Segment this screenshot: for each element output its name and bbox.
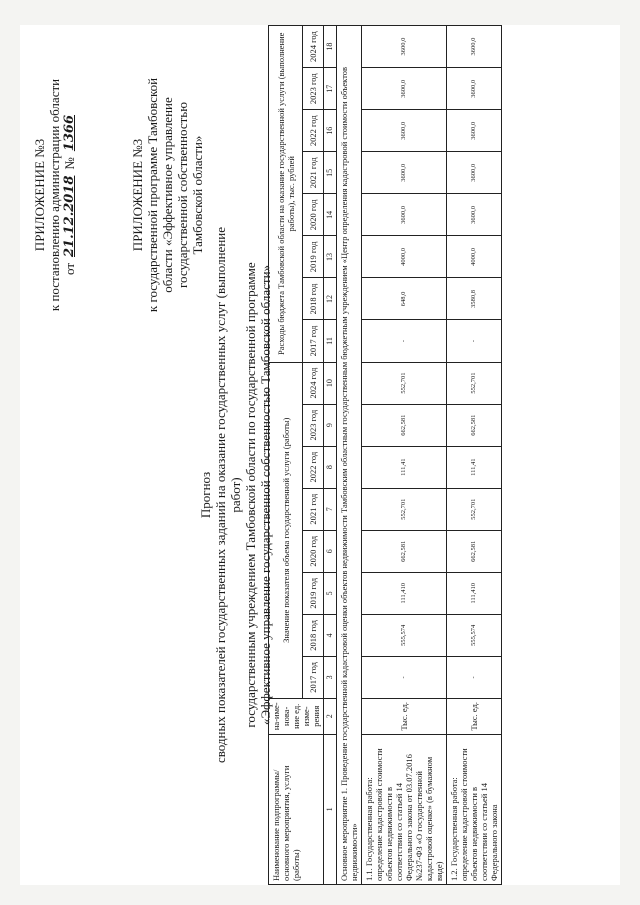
appendix-title: ПРИЛОЖЕНИЕ №3: [32, 138, 47, 252]
year-header: 2017 год: [303, 320, 324, 362]
volume-cell: 552,701: [362, 488, 447, 530]
row-unit: Тыс. ед.: [447, 698, 502, 734]
document-sheet: [20, 25, 620, 885]
volume-cell: 111,410: [447, 572, 502, 614]
expense-cell: 648,0: [362, 278, 447, 320]
year-header: 2021 год: [303, 488, 324, 530]
expense-cell: 3600,0: [447, 152, 502, 194]
expense-cell: 3600,0: [447, 110, 502, 152]
appendix2-line: Тамбовской области»: [190, 135, 205, 255]
column-number: 18: [324, 26, 337, 68]
year-header: 2023 год: [303, 404, 324, 446]
appendix2-line: государственной собственностью: [175, 102, 190, 288]
expense-cell: 3600,0: [447, 194, 502, 236]
volume-cell: 111,41: [362, 446, 447, 488]
column-number: 9: [324, 404, 337, 446]
header-unit: на-име-нова-ние ед. изме-рения: [269, 698, 324, 734]
column-number: 7: [324, 488, 337, 530]
expense-cell: 3600,0: [447, 68, 502, 110]
column-number: 3: [324, 656, 337, 698]
expense-cell: 3600,0: [362, 26, 447, 68]
expense-cell: 3600,0: [362, 110, 447, 152]
year-header: 2023 год: [303, 68, 324, 110]
volume-cell: 552,701: [447, 362, 502, 404]
year-header: 2019 год: [303, 236, 324, 278]
measure-1: Основное мероприятие 1. Проведение государственной кадастровой оценки объектов недвижимости Тамбовским областным государственным бюджетным учреждением «Центр определения кадастровой стоимости объектов недвижимости»: [337, 26, 362, 885]
column-number: 4: [324, 614, 337, 656]
column-number: 11: [324, 320, 337, 362]
table-row: [447, 26, 502, 885]
appendix2-title: ПРИЛОЖЕНИЕ №3: [130, 138, 145, 252]
handwritten-number: 1366: [62, 114, 77, 152]
header-name: Наименование подпрограммы/основного мероприятия, услуги (работы): [269, 734, 324, 884]
volume-cell: -: [447, 656, 502, 698]
forecast-table: [268, 25, 502, 885]
expense-cell: 3580,8: [447, 278, 502, 320]
year-header: 2024 год: [303, 362, 324, 404]
year-header: 2022 год: [303, 110, 324, 152]
header-expense: Расходы бюджета Тамбовской области на оказание государственной услуги (выполнение работы), тыс. рублей: [269, 26, 303, 363]
column-number: 5: [324, 572, 337, 614]
column-number: 8: [324, 446, 337, 488]
number-prefix: №: [62, 157, 77, 170]
column-numbers-row: [324, 26, 337, 885]
appendix2-line: области «Эффективное управление: [160, 97, 175, 293]
volume-cell: 662,581: [447, 530, 502, 572]
column-number: 16: [324, 110, 337, 152]
appendix-program: [130, 45, 205, 345]
title-heading: Прогноз: [198, 471, 213, 519]
expense-cell: 3600,0: [362, 152, 447, 194]
year-header: 2021 год: [303, 152, 324, 194]
column-number: 10: [324, 362, 337, 404]
column-number: 15: [324, 152, 337, 194]
title-line: сводных показателей государственных заданий на оказание государственных услуг (выполнение работ): [213, 226, 243, 764]
volume-cell: 111,41: [447, 446, 502, 488]
expense-cell: -: [447, 320, 502, 362]
title-line: государственным учреждением Тамбовской области по государственной программе: [243, 262, 258, 728]
year-header: 2019 год: [303, 572, 324, 614]
column-number: 12: [324, 278, 337, 320]
expense-cell: 4000,0: [447, 236, 502, 278]
year-header: 2018 год: [303, 278, 324, 320]
volume-cell: 555,574: [447, 614, 502, 656]
column-number: 13: [324, 236, 337, 278]
expense-cell: 4000,0: [362, 236, 447, 278]
volume-cell: 111,410: [362, 572, 447, 614]
date-prefix: от: [62, 263, 77, 276]
volume-cell: -: [362, 656, 447, 698]
column-number: 6: [324, 530, 337, 572]
expense-cell: -: [362, 320, 447, 362]
document-title: [198, 215, 273, 775]
row-name: 1.1. Государственная работа: определение кадастровой стоимости объектов недвижимости в соответствии со статьей 14 Федерального закона от 03.07.2016 №237-ФЗ «О государственной кадастровой оценке» (в бумажном виде): [362, 734, 447, 884]
volume-cell: 552,701: [447, 488, 502, 530]
expense-cell: 3600,0: [362, 68, 447, 110]
appendix2-line: к государственной программе Тамбовской: [145, 77, 160, 313]
volume-cell: 662,581: [447, 404, 502, 446]
column-number: 2: [324, 698, 337, 734]
expense-cell: 3600,0: [362, 194, 447, 236]
table-row: [362, 26, 447, 885]
year-header: 2022 год: [303, 446, 324, 488]
volume-cell: 662,581: [362, 404, 447, 446]
row-unit: Тыс. ед.: [362, 698, 447, 734]
volume-cell: 662,581: [362, 530, 447, 572]
title-line: «Эффективное управление государственной собственностью Тамбовской области»: [258, 264, 273, 726]
appendix-decree: [32, 45, 77, 345]
row-name: 1.2. Государственная работа: определение кадастровой стоимости объектов недвижимости в соответствии со статьей 14 Федерального закона: [447, 734, 502, 884]
year-header: 2020 год: [303, 530, 324, 572]
header-volume: Значение показателя объема государственной услуги (работы): [269, 362, 303, 698]
volume-cell: 552,701: [362, 362, 447, 404]
appendix-subtitle: к постановлению администрации области: [47, 78, 62, 312]
year-header: 2018 год: [303, 614, 324, 656]
column-number: 14: [324, 194, 337, 236]
handwritten-date: 21.12.2018: [62, 175, 77, 257]
year-header: 2024 год: [303, 26, 324, 68]
expense-cell: 3600,0: [447, 26, 502, 68]
volume-cell: 555,574: [362, 614, 447, 656]
appendix-date-line: [62, 45, 77, 345]
column-number: 1: [324, 734, 337, 884]
year-header: 2017 год: [303, 656, 324, 698]
column-number: 17: [324, 68, 337, 110]
year-header: 2020 год: [303, 194, 324, 236]
